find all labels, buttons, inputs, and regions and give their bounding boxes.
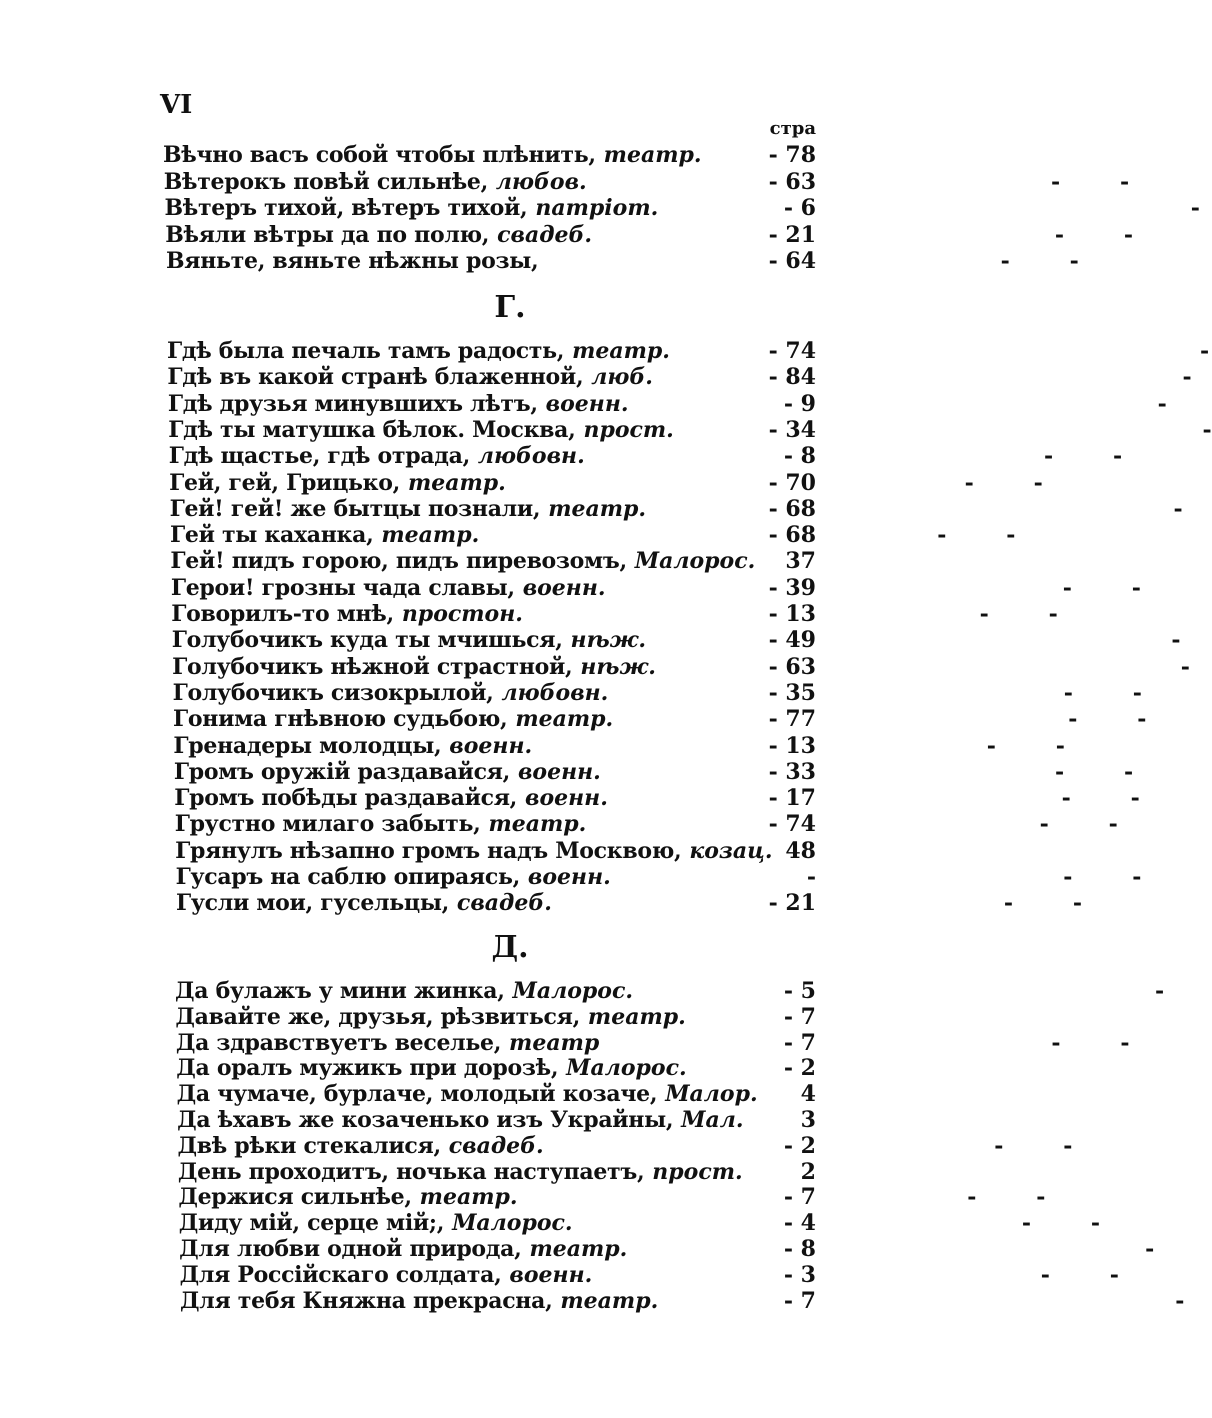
entry-page-number: - 2 [783, 1132, 816, 1159]
leader-dash: - [1155, 978, 1165, 1004]
leader-dash: - [1054, 758, 1065, 785]
index-entry [171, 601, 1058, 627]
leader-dash: - [1069, 248, 1079, 274]
entry-page-number: - 33 [768, 758, 816, 785]
leader-dash: - [1113, 443, 1123, 470]
entry-title: Гдѣ ты матушка бѣлок. Москва [168, 416, 569, 443]
leader-dash: - [1000, 248, 1010, 274]
entry-title: Для тебя Княжна прекрасна [180, 1287, 546, 1314]
index-entry [178, 1159, 816, 1185]
entry-page-number: - 35 [768, 679, 816, 706]
entry-title: Вѣчно васъ собой чтобы плѣнить [163, 142, 589, 168]
entry-page-number: - 4 [783, 1210, 816, 1237]
entry-genre: театр. [488, 811, 587, 838]
index-entry [166, 248, 1079, 274]
entry-page-number: - 9 [783, 390, 816, 417]
separator: , [665, 1107, 682, 1133]
entry-title: Громъ побѣды раздавайся [174, 785, 510, 812]
entry-genre: нѣж. [570, 627, 647, 654]
leader-dash: - [937, 522, 947, 549]
index-entry [175, 864, 1142, 890]
index-entry [175, 1029, 1130, 1056]
leader-dash: - [1137, 706, 1147, 733]
leader-dash: - [1173, 495, 1183, 522]
leader-dash: - [1050, 168, 1061, 195]
separator: , [436, 1210, 453, 1237]
entry-title: Гдѣ была печаль тамъ радость [167, 338, 557, 364]
entry-title: Гей, гей, Грицько [169, 469, 393, 496]
entry-genre: патріот. [535, 195, 659, 221]
leader-dash: - [1063, 1132, 1073, 1159]
index-entry [167, 390, 1167, 417]
index-entry [169, 469, 1043, 496]
entry-title: Голубочикъ нѣжной страстной [172, 653, 566, 680]
separator: , [550, 1055, 567, 1082]
index-entry [173, 732, 1065, 759]
leader-dash: - [1190, 195, 1200, 221]
index-entry [179, 1261, 1119, 1288]
entry-genre: люб. [591, 364, 653, 391]
entry-title: Гдѣ друзья минувшихъ лѣтъ [167, 390, 531, 417]
separator: , [507, 574, 523, 601]
entry-page-number: - 68 [768, 522, 816, 549]
entry-genre: любов. [495, 168, 587, 195]
leader-dash: - [1199, 338, 1210, 364]
index-entry [163, 142, 816, 168]
leader-dash: - [1132, 679, 1142, 706]
separator: , [392, 469, 408, 496]
entry-genre: свадеб. [448, 1132, 544, 1159]
separator: , [568, 416, 584, 443]
leader-dash: - [1131, 574, 1141, 601]
entry-genre: Малорос. [512, 978, 634, 1004]
index-entry [167, 364, 1192, 391]
index-entry [170, 574, 1141, 601]
entry-page-number: - 7 [783, 1003, 816, 1030]
leader-dash: - [964, 469, 974, 496]
leader-dash: - [1068, 706, 1078, 733]
leader-dash: - [1119, 168, 1130, 195]
leader-dash: - [1048, 601, 1058, 627]
entry-genre: театр. [572, 338, 670, 364]
entry-title: Вяньте, вяньте нѣжны розы [166, 248, 531, 274]
entry-genre: военн. [545, 390, 629, 417]
separator: , [588, 142, 604, 168]
separator: , [473, 811, 489, 838]
entry-title: Да булажъ у мини жинка [175, 978, 498, 1004]
leader-dash: - [1021, 1210, 1031, 1237]
leader-dash: - [1175, 1287, 1185, 1314]
entry-genre: театр. [381, 522, 480, 549]
separator: , [673, 837, 690, 864]
entry-page-number: 2 [800, 1158, 816, 1185]
index-entry [170, 522, 1016, 549]
index-entry [173, 706, 1147, 733]
page-number: VI [160, 90, 193, 120]
entry-genre: простон. [401, 601, 523, 627]
entry-page-number: - 2 [783, 1055, 816, 1082]
leader-dash: - [1062, 574, 1072, 601]
entry-genre: военн. [509, 1261, 593, 1288]
entry-page-number: - 64 [768, 248, 816, 274]
leader-dash: - [1130, 785, 1140, 812]
column-header-page: стра [769, 118, 816, 139]
entry-page-number: - 7 [783, 1184, 816, 1211]
index-entry [177, 1081, 816, 1107]
separator: , [433, 1132, 449, 1159]
leader-dash: - [1123, 221, 1133, 248]
entry-title: Вѣяли вѣтры да по полю [165, 221, 482, 248]
separator: , [520, 195, 536, 221]
leader-dash: - [1145, 1236, 1155, 1262]
separator: , [530, 248, 539, 274]
entry-page-number: - 34 [768, 416, 816, 443]
entry-title: Вѣтеръ тихой, вѣтеръ тихой [164, 195, 521, 221]
separator: , [386, 601, 402, 627]
index-entry [177, 1107, 816, 1133]
separator: , [619, 548, 635, 575]
separator: , [481, 221, 498, 248]
entry-page-number: - 49 [768, 627, 816, 654]
leader-dash: - [1157, 390, 1167, 417]
leader-dash: - [1051, 1029, 1061, 1056]
entry-page-number: - 3 [783, 1261, 816, 1288]
entry-genre: театр. [419, 1184, 518, 1211]
entry-title: Гдѣ щастье, гдѣ отрада [168, 443, 463, 470]
entry-title: Да ѣхавъ же козаченько изъ Украйны [177, 1107, 666, 1133]
entry-title: Вѣтерокъ повѣй сильнѣе [163, 168, 481, 195]
separator: , [480, 168, 496, 195]
entry-page-number: - 8 [783, 1236, 816, 1262]
index-entry [178, 1210, 1100, 1237]
entry-genre: прост. [583, 416, 674, 443]
section-letter: Д. [491, 930, 529, 965]
entry-genre: военн. [449, 732, 533, 759]
entry-page-number: 37 [785, 548, 816, 575]
leader-dash: - [986, 732, 996, 759]
separator: , [497, 978, 513, 1004]
index-entry [176, 890, 1083, 917]
leader-dash: - [1072, 890, 1083, 917]
section-letter: Г. [494, 290, 526, 325]
index-entry [176, 1055, 816, 1081]
entry-genre: свадеб. [497, 221, 593, 248]
entry-page-number: - 17 [768, 785, 816, 812]
entry-genre: военн. [525, 785, 608, 812]
entry-page-number: - 7 [783, 1029, 816, 1056]
index-entry [177, 1132, 1073, 1159]
entry-genre: свадеб. [456, 890, 552, 917]
entry-genre: Малорос. [566, 1055, 687, 1082]
entry-page-number: - 13 [768, 601, 816, 627]
separator: , [514, 1236, 530, 1262]
entry-page-number: - 21 [768, 221, 816, 248]
entry-genre: Малорос. [452, 1210, 573, 1237]
index-entry [168, 416, 1212, 443]
entry-title: Говорилъ-то мнѣ [171, 601, 387, 627]
entry-page-number: - 77 [768, 706, 816, 733]
entry-title: Грустно милаго забыть [174, 811, 474, 838]
separator: , [555, 627, 571, 654]
entry-title: Гей! гей! же бытцы познали [169, 495, 533, 522]
index-entry [171, 627, 1181, 654]
index-entry [163, 168, 1130, 195]
entry-genre: театр. [407, 469, 506, 496]
entry-genre: любовн. [477, 443, 585, 470]
leader-dash: - [1033, 469, 1043, 496]
entry-genre: прост. [652, 1158, 743, 1185]
index-entry [169, 495, 1183, 522]
leader-dash: - [979, 601, 989, 627]
separator: , [572, 1003, 588, 1030]
entry-title: Гренадеры молодцы [173, 732, 434, 759]
entry-title: День проходитъ, ночька наступаетъ [177, 1158, 637, 1185]
entry-page-number: - 74 [768, 338, 816, 364]
leader-dash: - [1108, 811, 1118, 838]
index-entry [174, 811, 1118, 838]
entry-genre: военн. [517, 758, 601, 785]
entry-page-number: - 7 [783, 1287, 816, 1314]
entry-genre: театр. [548, 495, 647, 522]
separator: , [462, 443, 478, 470]
separator: , [366, 522, 382, 549]
entry-page-number: - 74 [768, 811, 816, 838]
index-entry [173, 758, 1134, 785]
separator: , [532, 495, 549, 522]
separator: , [545, 1287, 561, 1314]
separator: , [486, 679, 502, 706]
index-entry [178, 1184, 1046, 1211]
index-entry [175, 1004, 816, 1030]
entry-page-number: - 39 [768, 574, 816, 601]
separator: , [649, 1081, 666, 1108]
separator: , [500, 706, 516, 733]
separator: , [493, 1029, 510, 1056]
entry-page-number: - 70 [768, 469, 816, 496]
separator: , [404, 1184, 420, 1211]
leader-dash: - [1044, 443, 1054, 470]
entry-genre: театр [509, 1029, 600, 1056]
entry-genre: театр. [603, 142, 702, 168]
separator: , [509, 785, 525, 812]
leader-dash: - [1171, 627, 1181, 654]
leader-dash: - [1063, 864, 1073, 890]
entry-page-number: - 68 [768, 495, 816, 522]
entry-title: Для Россійскаго солдата [179, 1261, 495, 1288]
entry-genre: Мал. [681, 1107, 744, 1133]
entry-genre: театр. [515, 706, 614, 733]
entry-genre: театр. [560, 1287, 659, 1314]
separator: , [512, 864, 528, 890]
entry-page-number: - 6 [783, 195, 816, 221]
entry-genre: козац. [689, 837, 773, 864]
entry-page-number: 4 [800, 1081, 816, 1108]
leader-dash: - [1039, 811, 1049, 838]
leader-dash: - [1132, 864, 1142, 890]
leader-dash: - [1109, 1261, 1119, 1288]
leader-dash: - [1061, 785, 1071, 812]
entry-title: Да чумаче, бурлаче, молодый козаче [176, 1081, 650, 1108]
entry-genre: Малорос. [634, 548, 756, 575]
entry-page-number: - 5 [783, 978, 816, 1004]
entry-page-number: - [806, 864, 816, 890]
entry-genre: нѣж. [580, 653, 656, 680]
entry-title: Гей! пидъ горою, пидъ пиревозомъ [170, 548, 620, 575]
leader-dash: - [1003, 890, 1014, 917]
entry-title: Для любви одной природа [179, 1236, 515, 1262]
separator: , [530, 390, 546, 417]
index-entry [174, 785, 1140, 812]
entry-title: Давайте же, друзья, рѣзвиться [175, 1003, 573, 1030]
entry-page-number: - 13 [768, 732, 816, 759]
entry-title: Гусаръ на саблю опираясь [175, 864, 513, 890]
entry-page-number: - 78 [768, 142, 816, 168]
index-entry [168, 443, 1123, 470]
leader-dash: - [1006, 522, 1016, 549]
leader-dash: - [1090, 1210, 1100, 1237]
separator: , [433, 732, 450, 759]
leader-dash: - [1120, 1029, 1130, 1056]
leader-dash: - [1182, 364, 1192, 391]
entry-title: Герои! грозны чада славы [170, 574, 508, 601]
index-entry [172, 679, 1142, 706]
index-entry [170, 548, 816, 574]
entry-title: Гей ты каханка [170, 522, 367, 549]
index-entry [172, 653, 1190, 680]
entry-page-number: 3 [800, 1107, 816, 1133]
leader-dash: - [1055, 732, 1065, 759]
entry-page-number: - 84 [768, 364, 816, 391]
index-entry [175, 838, 816, 864]
entry-genre: военн. [522, 574, 606, 601]
index-entry [167, 338, 1210, 364]
leader-dash: - [1180, 653, 1190, 680]
entry-genre: военн. [527, 864, 611, 890]
entry-title: Диду мій, серце мій; [178, 1210, 437, 1237]
entry-title: Держися сильнѣе [178, 1184, 405, 1211]
index-entry [165, 221, 1133, 248]
index-entry [179, 1236, 1155, 1262]
entry-page-number: - 21 [768, 890, 816, 917]
leader-dash: - [1123, 758, 1134, 785]
entry-title: Гдѣ въ какой странѣ блаженной [167, 364, 576, 391]
entry-title: Да здравствуетъ веселье [175, 1029, 494, 1056]
leader-dash: - [1054, 221, 1064, 248]
entry-page-number: - 63 [768, 653, 816, 680]
index-entry [175, 978, 1165, 1004]
separator: , [441, 890, 457, 917]
entry-title: Гусли мои, гусельцы [176, 890, 442, 917]
entry-genre: Малор. [665, 1081, 758, 1108]
entry-title: Грянулъ нѣзапно громъ надъ Москвою [175, 837, 674, 864]
leader-dash: - [1063, 679, 1073, 706]
separator: , [575, 364, 592, 391]
index-entry [164, 195, 1200, 221]
index-entry [180, 1287, 1185, 1314]
entry-genre: театр. [529, 1236, 628, 1262]
leader-dash: - [967, 1184, 977, 1211]
entry-genre: театр. [587, 1003, 686, 1030]
leader-dash: - [994, 1132, 1004, 1159]
leader-dash: - [1202, 416, 1212, 443]
separator: , [565, 653, 581, 680]
entry-title: Голубочикъ куда ты мчишься [171, 627, 556, 654]
separator: , [636, 1158, 653, 1185]
entry-title: Гонима гнѣвною судьбою [173, 706, 501, 733]
entry-page-number: - 63 [768, 168, 816, 195]
separator: , [502, 758, 518, 785]
entry-page-number: - 8 [783, 443, 816, 470]
entry-title: Двѣ рѣки стекалися [177, 1132, 434, 1159]
entry-title: Громъ оружій раздавайся [173, 758, 503, 785]
leader-dash: - [1040, 1261, 1050, 1288]
leader-dash: - [1036, 1184, 1046, 1211]
separator: , [494, 1261, 510, 1288]
entry-title: Да оралъ мужикъ при дорозѣ [176, 1055, 551, 1082]
entry-title: Голубочикъ сизокрылой [172, 679, 487, 706]
entry-genre: любовн. [501, 679, 609, 706]
separator: , [556, 338, 573, 364]
entry-page-number: 48 [785, 837, 816, 864]
